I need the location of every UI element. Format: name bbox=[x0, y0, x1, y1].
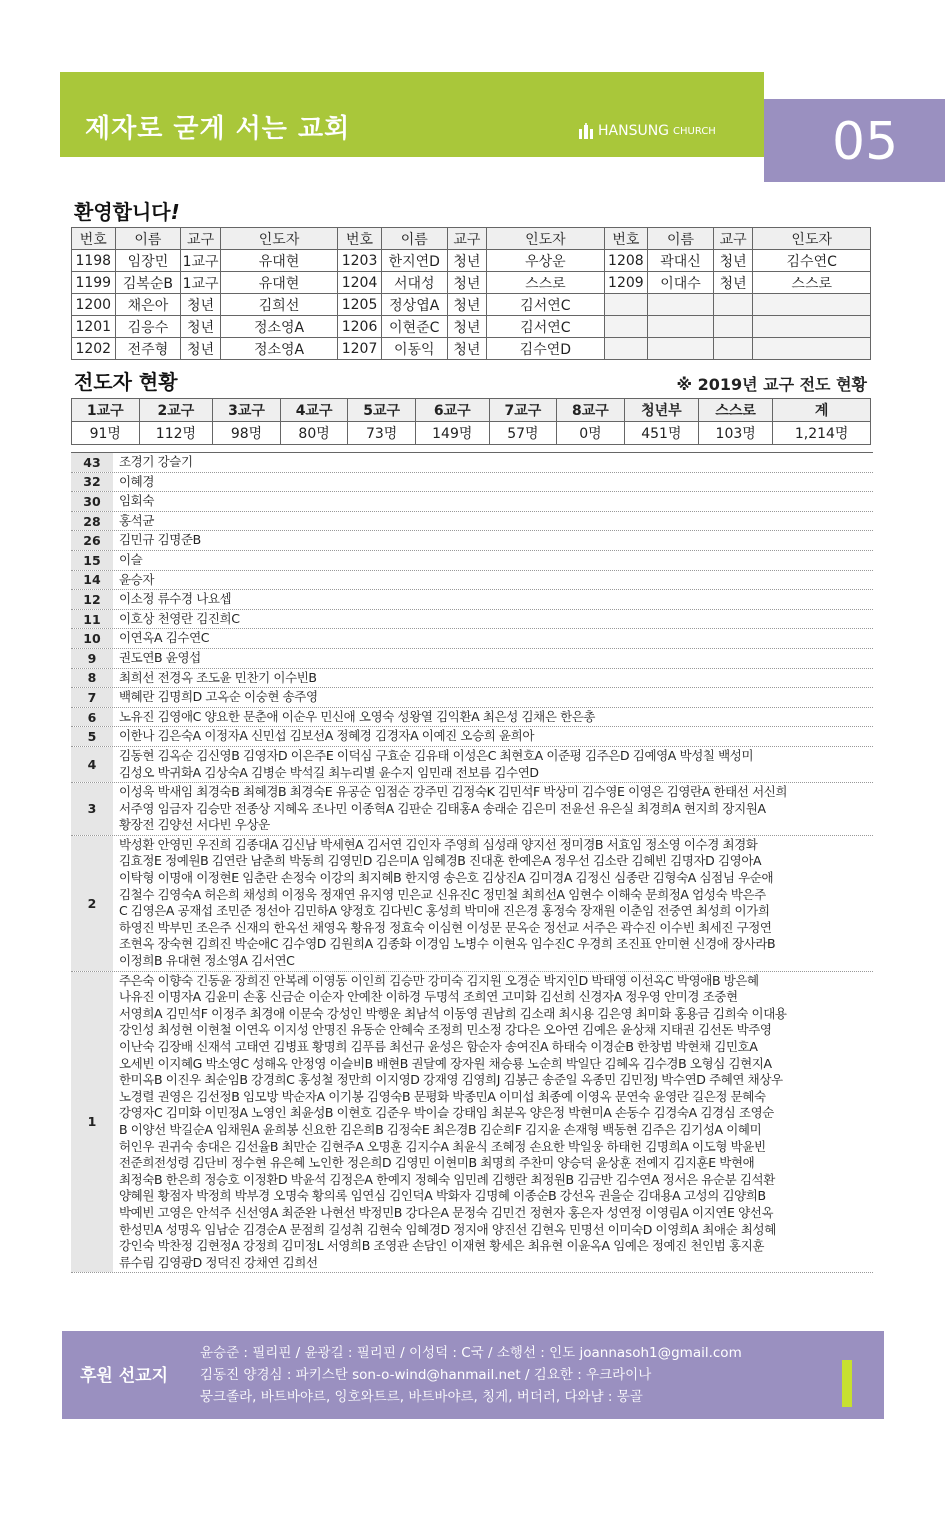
evangelist-count: 28 bbox=[71, 512, 113, 531]
evangelist-names: 노유진 김영애C 양요한 문춘애 이순우 민신애 오영숙 성왕열 김익환A 최은성 김채은 한은총 bbox=[119, 708, 596, 724]
evangelist-row bbox=[71, 972, 873, 1274]
welcome-cell: 1198 bbox=[72, 250, 116, 272]
evangelist-count: 10 bbox=[71, 629, 113, 648]
welcome-cell: 1203 bbox=[338, 250, 382, 272]
welcome-cell: 김응수 bbox=[115, 316, 181, 338]
welcome-cell: 1209 bbox=[604, 272, 648, 294]
welcome-cell bbox=[753, 338, 871, 360]
evangelist-count: 43 bbox=[71, 453, 113, 472]
evangelist-row bbox=[71, 473, 873, 493]
welcome-col-header: 교구 bbox=[447, 228, 486, 250]
evangelist-row bbox=[71, 492, 873, 512]
welcome-cell: 1205 bbox=[338, 294, 382, 316]
brand-name: HANSUNG bbox=[598, 123, 670, 139]
stat-value: 0명 bbox=[557, 422, 625, 445]
stat-header: 3교구 bbox=[213, 399, 281, 422]
church-logo-icon bbox=[578, 123, 594, 139]
stat-value: 73명 bbox=[348, 422, 416, 445]
evangelist-row bbox=[71, 453, 873, 473]
stats-table bbox=[71, 398, 871, 445]
welcome-cell: 청년 bbox=[713, 272, 752, 294]
welcome-cell: 우상운 bbox=[487, 250, 604, 272]
evangelist-list bbox=[71, 452, 873, 1273]
welcome-col-header: 인도자 bbox=[487, 228, 604, 250]
stat-header: 1교구 bbox=[72, 399, 140, 422]
welcome-cell: 청년 bbox=[713, 250, 752, 272]
evangelist-names: 최희선 전경옥 조도윤 민찬기 이수빈B bbox=[119, 669, 317, 685]
welcome-table bbox=[71, 227, 871, 360]
evangelist-names: 권도연B 윤영섭 bbox=[119, 649, 201, 665]
welcome-cell: 스스로 bbox=[753, 272, 871, 294]
welcome-cell bbox=[604, 294, 648, 316]
welcome-cell bbox=[713, 316, 752, 338]
evangelist-row bbox=[71, 512, 873, 532]
welcome-cell bbox=[713, 338, 752, 360]
welcome-cell: 1207 bbox=[338, 338, 382, 360]
welcome-row bbox=[72, 250, 871, 272]
welcome-cell: 청년 bbox=[447, 294, 486, 316]
welcome-cell: 1교구 bbox=[181, 272, 220, 294]
evangelist-count: 5 bbox=[71, 727, 113, 746]
welcome-cell: 1201 bbox=[72, 316, 116, 338]
welcome-cell: 한지연D bbox=[381, 250, 447, 272]
evangelist-count: 12 bbox=[71, 590, 113, 609]
welcome-cell: 정소영A bbox=[220, 338, 337, 360]
stat-value: 149명 bbox=[415, 422, 489, 445]
stat-value: 1,214명 bbox=[773, 422, 871, 445]
evangelist-count: 26 bbox=[71, 531, 113, 550]
evangelist-row bbox=[71, 649, 873, 669]
evangelist-row bbox=[71, 688, 873, 708]
evangelist-count: 1 bbox=[71, 972, 113, 1273]
evangelist-names: 이한나 김은숙A 이정자A 신민섭 김보선A 정혜경 김경자A 이예진 오승희 윤희아 bbox=[119, 728, 535, 744]
stat-header: 7교구 bbox=[489, 399, 557, 422]
welcome-cell: 스스로 bbox=[487, 272, 604, 294]
evangelist-count: 32 bbox=[71, 473, 113, 492]
welcome-col-header: 교구 bbox=[181, 228, 220, 250]
welcome-cell: 청년 bbox=[447, 316, 486, 338]
welcome-cell bbox=[648, 294, 714, 316]
evangelist-count: 7 bbox=[71, 688, 113, 707]
welcome-row bbox=[72, 272, 871, 294]
welcome-cell: 1교구 bbox=[181, 250, 220, 272]
evangelist-names: 홍석균 bbox=[119, 512, 155, 528]
welcome-cell: 청년 bbox=[181, 338, 220, 360]
welcome-cell: 1200 bbox=[72, 294, 116, 316]
evangelist-names: 백혜란 김명희D 고옥순 이숭현 송주영 bbox=[119, 689, 318, 705]
church-brand bbox=[578, 123, 716, 139]
evangelist-names: 이슬 bbox=[119, 551, 143, 567]
evangelist-row bbox=[71, 708, 873, 728]
evangelist-heading: 전도자 현황 bbox=[74, 370, 178, 394]
stat-header: 6교구 bbox=[415, 399, 489, 422]
evangelist-names: 이소정 류수경 나요셉 bbox=[119, 591, 232, 607]
welcome-col-header: 인도자 bbox=[220, 228, 337, 250]
evangelist-count: 11 bbox=[71, 610, 113, 629]
welcome-row bbox=[72, 316, 871, 338]
evangelist-row bbox=[71, 551, 873, 571]
welcome-col-header: 번호 bbox=[338, 228, 382, 250]
welcome-cell: 청년 bbox=[181, 316, 220, 338]
welcome-cell: 서대성 bbox=[381, 272, 447, 294]
evangelist-row bbox=[71, 669, 873, 689]
evangelist-row bbox=[71, 836, 873, 972]
evangelist-count: 9 bbox=[71, 649, 113, 668]
welcome-cell: 김복순B bbox=[115, 272, 181, 294]
welcome-title: 환영합니다 bbox=[74, 200, 171, 224]
evangelist-count: 15 bbox=[71, 551, 113, 570]
evangelist-row bbox=[71, 531, 873, 551]
evangelist-names: 박성환 안영민 우진희 김종대A 김신남 박세현A 김서연 김인자 주영희 심성래 양지선 정미경B 서효임 정소영 이수경 최경화 김효정E 정예원B 김연란 남춘희 박동희 김영민D 김은미A 임혜경B 진대훈 한예은A 정우선 김소란 김혜빈 김명자D 김영아A 이탁형 이명애 이정현E 임춘란 손정숙 이강의 최지혜B 한지영 송은호 김상진A 김미경A 김정신 심종란 김형숙A 심점님 우순애 김철수 김영숙A 허은희 채성희 이정욱 정재연 유지영 민은교 신유진C 정민철 최희선A 임현수 이해숙 문희정A 엄성숙 박은주 C 김영은A 공재섭 조민준 정선아 김민하A 양정호 김다빈C 홍성희 박미애 진은경 홍정숙 장재원 이춘임 전중연 최성희 이가희 하영진 박부민 조은주 신재의 한옥선 채영옥 황유정 정효숙 이심현 이성문 문옥순 정선교 서주은 곽수진 이수빈 최세진 구정연 조현옥 장숙현 김희진 박순애C 김수영D 김원희A 김종화 이경임 노병수 이현옥 임수진C 우경희 조진표 안미현 신경애 장사라B 이정희B 유대현 정소영A 김서연C bbox=[119, 836, 776, 969]
stat-header: 4교구 bbox=[280, 399, 348, 422]
welcome-cell: 정소영A bbox=[220, 316, 337, 338]
stat-value: 91명 bbox=[72, 422, 140, 445]
welcome-cell: 이대수 bbox=[648, 272, 714, 294]
evangelist-row bbox=[71, 571, 873, 591]
stat-header: 계 bbox=[773, 399, 871, 422]
welcome-cell: 1208 bbox=[604, 250, 648, 272]
evangelist-names: 김민규 김명준B bbox=[119, 532, 201, 548]
stat-value: 103명 bbox=[699, 422, 773, 445]
stat-header: 8교구 bbox=[557, 399, 625, 422]
evangelist-row bbox=[71, 747, 873, 783]
welcome-row bbox=[72, 294, 871, 316]
welcome-cell: 김서연C bbox=[487, 294, 604, 316]
welcome-cell bbox=[713, 294, 752, 316]
welcome-cell: 전주형 bbox=[115, 338, 181, 360]
evangelist-names: 임회숙 bbox=[119, 493, 155, 509]
evangelist-names: 윤승자 bbox=[119, 571, 155, 587]
welcome-cell: 청년 bbox=[447, 272, 486, 294]
welcome-cell bbox=[648, 316, 714, 338]
welcome-cell: 1199 bbox=[72, 272, 116, 294]
welcome-cell: 이동익 bbox=[381, 338, 447, 360]
welcome-cell: 김수연D bbox=[487, 338, 604, 360]
page-title: 제자로 굳게 서는 교회 bbox=[85, 114, 351, 144]
welcome-cell bbox=[753, 316, 871, 338]
evangelist-row bbox=[71, 727, 873, 747]
evangelist-count: 14 bbox=[71, 571, 113, 590]
welcome-row bbox=[72, 338, 871, 360]
evangelist-row bbox=[71, 783, 873, 836]
welcome-title-mark: ! bbox=[170, 200, 180, 224]
welcome-cell: 임장민 bbox=[115, 250, 181, 272]
welcome-cell bbox=[604, 338, 648, 360]
welcome-col-header: 번호 bbox=[604, 228, 648, 250]
stat-title: ※ 2019년 교구 전도 현황 bbox=[676, 375, 867, 394]
stat-header: 청년부 bbox=[624, 399, 698, 422]
welcome-cell bbox=[753, 294, 871, 316]
stat-header: 스스로 bbox=[699, 399, 773, 422]
evangelist-row bbox=[71, 610, 873, 630]
stat-value: 112명 bbox=[139, 422, 213, 445]
welcome-cell: 정상엽A bbox=[381, 294, 447, 316]
welcome-cell: 1206 bbox=[338, 316, 382, 338]
evangelist-count: 8 bbox=[71, 669, 113, 688]
evangelist-row bbox=[71, 629, 873, 649]
welcome-col-header: 이름 bbox=[381, 228, 447, 250]
welcome-cell: 김서연C bbox=[487, 316, 604, 338]
evangelist-count: 3 bbox=[71, 783, 113, 835]
welcome-cell: 김수연C bbox=[753, 250, 871, 272]
brand-sub: CHURCH bbox=[673, 125, 716, 137]
evangelist-count: 4 bbox=[71, 747, 113, 782]
footer-missionaries: 윤승준 : 필리핀 / 윤광길 : 필리핀 / 이성덕 : C국 / 소행선 : 인도 joannasoh1@gmail.com 김동진 양경심 : 파키스탄 son-o-wind@hanmail.net / 김요한 : 우크라이나 뭉크졸라, 바트바야르, 잉호와트르, 바트바야르, 칭게, 버더러, 다와냠 : 몽골 bbox=[200, 1345, 742, 1405]
welcome-cell: 이현준C bbox=[381, 316, 447, 338]
footer-accent-bar bbox=[842, 1360, 852, 1407]
welcome-cell: 유대현 bbox=[220, 250, 337, 272]
welcome-cell: 청년 bbox=[181, 294, 220, 316]
welcome-col-header: 인도자 bbox=[753, 228, 871, 250]
stat-value: 451명 bbox=[624, 422, 698, 445]
evangelist-names: 조경기 강슬기 bbox=[119, 454, 193, 469]
evangelist-names: 주은숙 이향숙 긴동윤 장희진 안복례 이영동 이인희 김승만 강미숙 김지원 오경순 박지인D 박태영 이선옥C 박영애B 방은혜 나유진 이명자A 김윤미 손홍 신금순 이순자 안예찬 이하경 두명석 조희연 고미화 김선희 신경자A 정우영 안미경 조중현 서영희A 김민석F 이정주 최경애 이문숙 강성인 박행운 최남석 이동영 권남희 김소래 최시용 김은영 최미화 홍용금 김희숙 이대용 강인성 최성현 이현철 이연옥 이지성 안명진 유동순 안혜숙 조정희 민소정 강다은 오아연 김예은 윤상채 지태권 김선돈 박주영 이난숙 김장배 신재석 고태연 김병표 황명희 김푸름 최선규 윤성은 함순자 송여진A 하태숙 이경순B 한창범 박현채 김민호A 오세빈 이지혜G 박소영C 성해옥 안정영 이슬비B 배현B 권달예 장자원 채승룡 노순희 박일단 김혜옥 김수경B 오형심 김현지A 한미옥B 이진우 최순임B 강경희C 홍성철 정만희 이지영D 강재영 김영희J 김봉근 송준일 옥종민 김민정J 박수연D 주혜연 채상우 노경렬 권영은 김선정B 임모방 박순자A 이기봉 김영숙B 문평화 박종민A 이미섭 최종예 이영옥 문연숙 윤영란 길은정 문혜숙 강영자C 김미화 이민정A 노영인 최윤성B 이현호 김준우 박이슬 강태임 최분옥 양은정 박현미A 손동수 김경숙A 김경심 조영순 B 이양선 박길순A 임채원A 윤희봉 신요한 김은희B 김정숙E 최은경B 김순희F 김지윤 손재형 백동현 김주은 김기성A 이혜미 허인우 권귀숙 송대은 김선율B 최만순 김현주A 오명훈 김지수A 최윤식 조혜정 손요한 박일웅 하태헌 김명희A 이도형 박윤빈 전준희전성령 김단비 정수현 유은혜 노인한 정은희D 김영민 이현미B 최명희 주찬미 양승덕 윤상훈 전예지 김지훈E 박현애 최정숙B 한은희 정승호 이정환D 박윤석 김정은A 한예지 정혜숙 임민례 김행란 최정원B 김금반 김수연A 정서은 유순분 김석환 양혜원 황점자 박정희 박부경 오명숙 황의록 임연심 김인덕A 박화자 김명혜 이종순B 강선옥 권을순 김대용A 고성의 김양희B 박예빈 고영은 안석주 신선영A 최준완 나현선 박정민B 강다은A 문정숙 김민건 정현자 홍은자 성연정 이영림A 이지연E 양선옥 한성민A 성명옥 임남순 김경순A 문점희 길성취 김현숙 임혜경D 정지애 양진선 김현옥 민명선 이미숙D 이영희A 최애순 최성혜 강인숙 박찬정 김현정A 강정희 김미정L 서영희B 조영관 손담인 이재현 황세은 최유현 이윤옥A 임예은 정예진 천인범 홍지훈 류수림 김영광D 정덕진 강채연 김희선 bbox=[119, 972, 787, 1270]
welcome-col-header: 번호 bbox=[72, 228, 116, 250]
welcome-cell bbox=[604, 316, 648, 338]
stat-header: 5교구 bbox=[348, 399, 416, 422]
page-number: 05 bbox=[832, 112, 899, 172]
stat-value: 80명 bbox=[280, 422, 348, 445]
stat-header: 2교구 bbox=[139, 399, 213, 422]
welcome-cell: 유대현 bbox=[220, 272, 337, 294]
welcome-cell: 청년 bbox=[447, 250, 486, 272]
welcome-col-header: 이름 bbox=[648, 228, 714, 250]
stat-value: 57명 bbox=[489, 422, 557, 445]
stat-value: 98명 bbox=[213, 422, 281, 445]
evangelist-count: 30 bbox=[71, 492, 113, 511]
evangelist-row bbox=[71, 590, 873, 610]
welcome-cell: 1204 bbox=[338, 272, 382, 294]
evangelist-names: 이혜경 bbox=[119, 473, 155, 489]
evangelist-names: 이호상 천영란 김진희C bbox=[119, 610, 240, 626]
welcome-cell: 채은아 bbox=[115, 294, 181, 316]
evangelist-count: 6 bbox=[71, 708, 113, 727]
evangelist-names: 이성욱 박새임 최경숙B 최혜경B 최경숙E 유공순 임점순 강주민 김정숙K 김민석F 박상미 김수영E 이영은 김영란A 한태선 서신희 서주영 임금자 김승만 전종상 지혜옥 조나민 이종혁A 김판순 김태홍A 송래순 김은미 전윤선 유은실 최경희A 현지희 장지원A 황장전 김양선 서다빈 우상운 bbox=[119, 784, 788, 833]
welcome-cell bbox=[648, 338, 714, 360]
welcome-cell: 1202 bbox=[72, 338, 116, 360]
welcome-col-header: 교구 bbox=[713, 228, 752, 250]
evangelist-names: 김동현 김옥순 김신영B 김영자D 이은주E 이덕심 구효순 김유태 이성은C 최현호A 이준평 김주은D 김예영A 박성칠 백성미 김성오 박귀화A 김상숙A 김병순 박석길 최누리별 윤수지 임민래 전보름 김수연D bbox=[119, 747, 754, 780]
welcome-col-header: 이름 bbox=[115, 228, 181, 250]
evangelist-names: 이연옥A 김수연C bbox=[119, 630, 210, 646]
evangelist-count: 2 bbox=[71, 836, 113, 971]
welcome-cell: 청년 bbox=[447, 338, 486, 360]
footer-label: 후원 선교지 bbox=[80, 1366, 169, 1386]
welcome-cell: 곽대신 bbox=[648, 250, 714, 272]
welcome-cell: 김희선 bbox=[220, 294, 337, 316]
welcome-heading bbox=[74, 196, 180, 225]
